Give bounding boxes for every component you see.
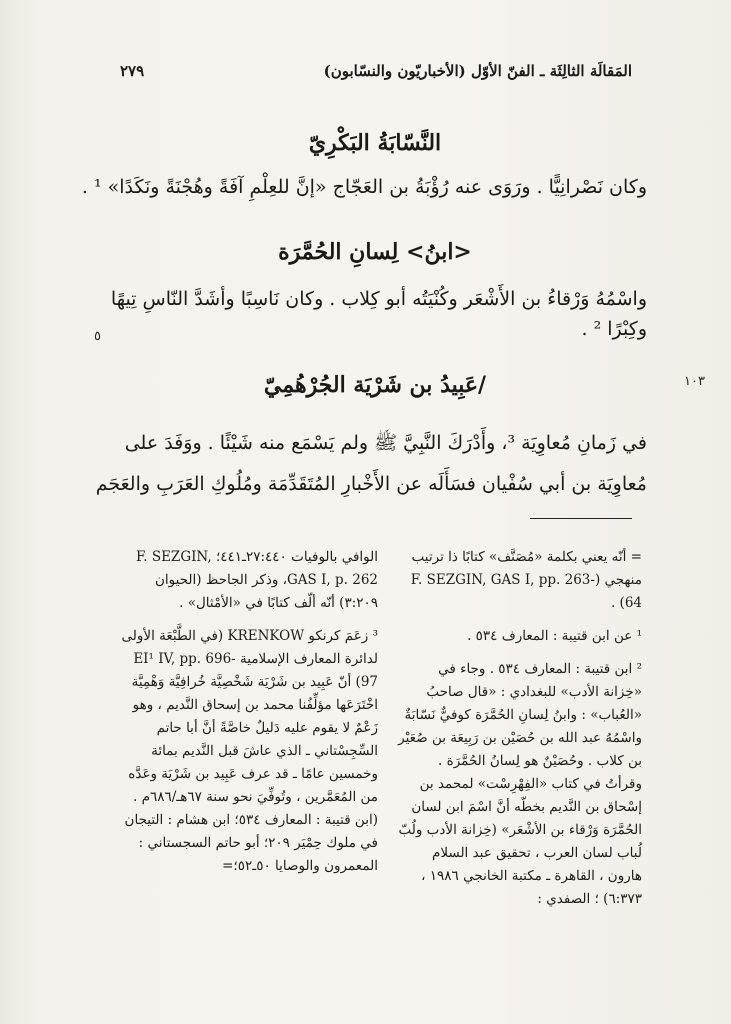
footnotes-left-column xyxy=(116,546,378,916)
footnote-continuation: الوافي بالوفيات ٢٧:٤٤٠ـ٤٤١؛ F. SEZGIN, GAS I, p. 262، وذكر الجاحظ (الحيوان ٣:٢٠٩) أنّه ألّف كتابًا في «الأمْثال» . xyxy=(135,549,378,611)
section-heading: <ابنُ> لِسانِ الحُمَّرَة xyxy=(278,239,472,265)
margin-line-number: ٥ xyxy=(94,329,101,344)
section-heading: النَّسّابَةُ البَكْرِيّ xyxy=(308,130,442,156)
body-line: في زَمانِ مُعاوِيَة ³، وأَدْرَكَ النَّبِيَّ ﷺ ولم يَسْمَع منه شَيْئًا . ووَفَدَ على xyxy=(124,432,647,454)
body-line: مُعاوِيَة بن أبي سُفْيان فسَأَلَه عن الأَخْبارِ المُتَقَدِّمَة ومُلُوكِ العَرَبِ والعَجَم xyxy=(95,473,647,495)
footnotes-right-column xyxy=(398,546,642,916)
footnote-2: ² ابن قتيبة : المعارف ٥٣٤ . وجاء في «خِزانة الأدب» للبغدادي : «قال صاحبُ «العُباب» : وابنُ لِسانِ الحُمَّرَة كوفيٌّ نَسّابَةٌ واسْمُهُ عبد الله بن حُصَيْن بن رَبِيعَة بن صُعَيْر بن كلاب . وحُصَيْنٌ هو لِسانُ الحُمَّرَة . وقرأتُ في كتاب «الفِهْرِسْت» لمحمد بن إسْحاق بن النَّديم بخطّه أنَّ اسْمَ ابن لسان الحُمَّرَة وَرْقاء بن الأشْعَر» (خِزانة الأدب ولُبّ لُباب لسان العرب ، تحقيق عبد السلام هارون ، القاهرة ـ مكتبة الخانجي ١٩٨٦ ، ٦:٣٧٣) ؛ الصفدي : xyxy=(398,661,642,907)
footnote-separator xyxy=(530,518,632,519)
body-line: وكِبْرًا ² . xyxy=(581,318,647,340)
page-number: ٢٧٩ xyxy=(120,62,145,80)
footnote-1: ¹ عن ابن قتيبة : المعارف ٥٣٤ . xyxy=(467,628,642,644)
header-title: المَقالَة الثالِثَة ـ الفنّ الأوّل (الأخباريّون والنسّابون) xyxy=(323,62,632,80)
section-heading: /عَبِيدُ بن شَرْيَة الجُرْهُمِيّ xyxy=(263,372,487,398)
running-header xyxy=(120,62,632,90)
body-line: وكان نَصْرانِيًّا . ورَوَى عنه رُؤْبَةُ بن العَجّاج «إنَّ للعِلْمِ آفَةً وهُجْنَةً ونَكَدًا» ¹ . xyxy=(81,176,647,198)
folio-marker: ١٠٣ xyxy=(684,374,705,389)
body-line: واسْمُهُ وَرْقاءُ بن الأَشْعَر وكُنْيَتُه أبو كِلاب . وكان نَاسِبًا وأشَدَّ النّاسِ تِيهًا xyxy=(110,288,647,310)
footnote-3: ³ زعَمَ كرنكو KRENKOW (في الطَّبْعَة الأولى لدائرة المعارف الإسلامية EI¹ IV, pp. 696-97) أنّ عَبِيد بن شَرْيَة شَخْصِيَّة خُرافِيَّة وَهْمِيَّة اخْتَرَعَها مؤلِّفُنا محمد بن إسحاق النَّديم ، وهو زَعْمٌ لا يقوم عليه دَليلٌ خاصَّةً أنَّ أبا حاتم السِّجِسْتاني ـ الذي عاشَ قبل النَّديم بمائة وخمسين عامًا ـ قد عرف عَبِيد بن شَرْيَة وعَدَّه من المُعَمَّرين ، وتُوفِّيَ نحو سنة ٦٧هـ/٦٨٦م . (ابن قتيبة : المعارف ٥٣٤؛ ابن هشام : التيجان في ملوك حِمْيَر ٢٠٩؛ أبو حاتم السجستاني : المعمرون والوصايا ٥٠ـ٥٢؛= xyxy=(121,628,378,874)
footnote-continuation: = أنّه يعني بكلمة «مُصَنَّف» كتابًا ذا ترتيب منهجي (F. SEZGIN, GAS I, pp. 263-64) . xyxy=(410,549,642,611)
